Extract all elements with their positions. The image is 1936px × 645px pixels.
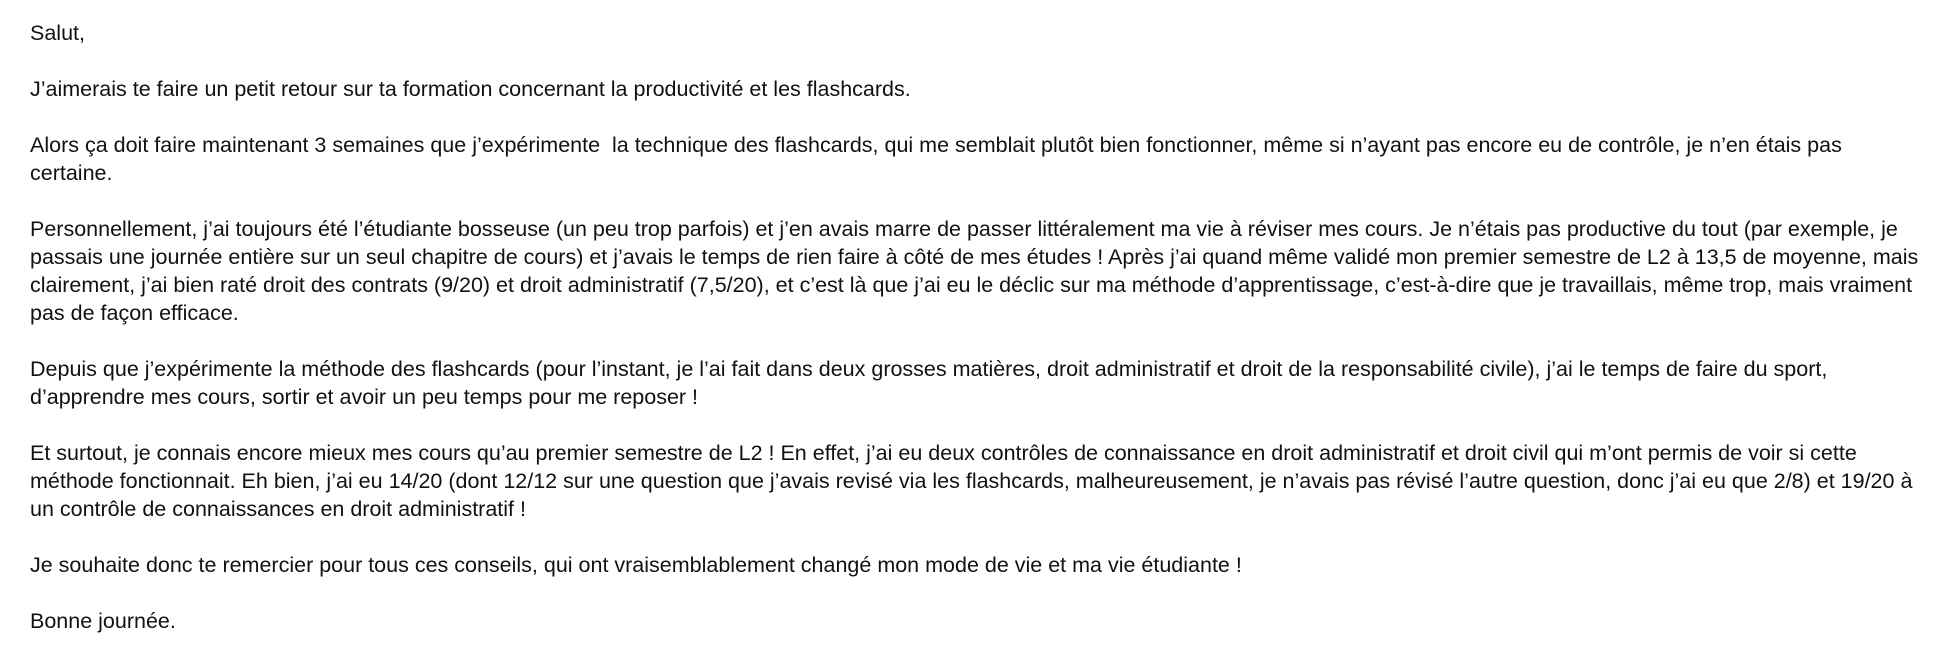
email-greeting: Salut, <box>30 21 85 45</box>
email-paragraph: Et surtout, je connais encore mieux mes cours qu’au premier semestre de L2 ! En effet, j’ai eu deux contrôles de connaissance en droit administratif et droit civil qui m’ont permis de voir si cette méthode fonctionnait. Eh bien, j’ai eu 14/20 (dont 12/12 sur une question que j’avais revisé via les flashcards, malheureusement, je n’avais pas révisé l’autre question, donc j’ai eu que 2/8) et 19/20 à un contrôle de connaissances en droit administratif ! <box>30 441 1919 521</box>
email-body <box>30 19 1925 635</box>
email-paragraph: Alors ça doit faire maintenant 3 semaines que j’expérimente la technique des flashcards, qui me semblait plutôt bien fonctionner, même si n’ayant pas encore eu de contrôle, je n’en étais pas certaine. <box>30 133 1848 185</box>
email-paragraph: J’aimerais te faire un petit retour sur ta formation concernant la productivité et les flashcards. <box>30 77 911 101</box>
email-paragraph: Depuis que j’expérimente la méthode des flashcards (pour l’instant, je l’ai fait dans deux grosses matières, droit administratif et droit de la responsabilité civile), j’ai le temps de faire du sport, d’apprendre mes cours, sortir et avoir un peu temps pour me reposer ! <box>30 357 1834 409</box>
email-closing: Bonne journée. <box>30 609 176 633</box>
email-paragraph: Personnellement, j’ai toujours été l’étudiante bosseuse (un peu trop parfois) et j’en avais marre de passer littéralement ma vie à réviser mes cours. Je n’étais pas productive du tout (par exemple, je passais une journée entière sur un seul chapitre de cours) et j’avais le temps de rien faire à côté de mes études ! Après j’ai quand même validé mon premier semestre de L2 à 13,5 de moyenne, mais clairement, j’ai bien raté droit des contrats (9/20) et droit administratif (7,5/20), et c’est là que j’ai eu le déclic sur ma méthode d’apprentissage, c’est-à-dire que je travaillais, même trop, mais vraiment pas de façon efficace. <box>30 217 1925 325</box>
email-paragraph: Je souhaite donc te remercier pour tous ces conseils, qui ont vraisemblablement changé mon mode de vie et ma vie étudiante ! <box>30 553 1242 577</box>
